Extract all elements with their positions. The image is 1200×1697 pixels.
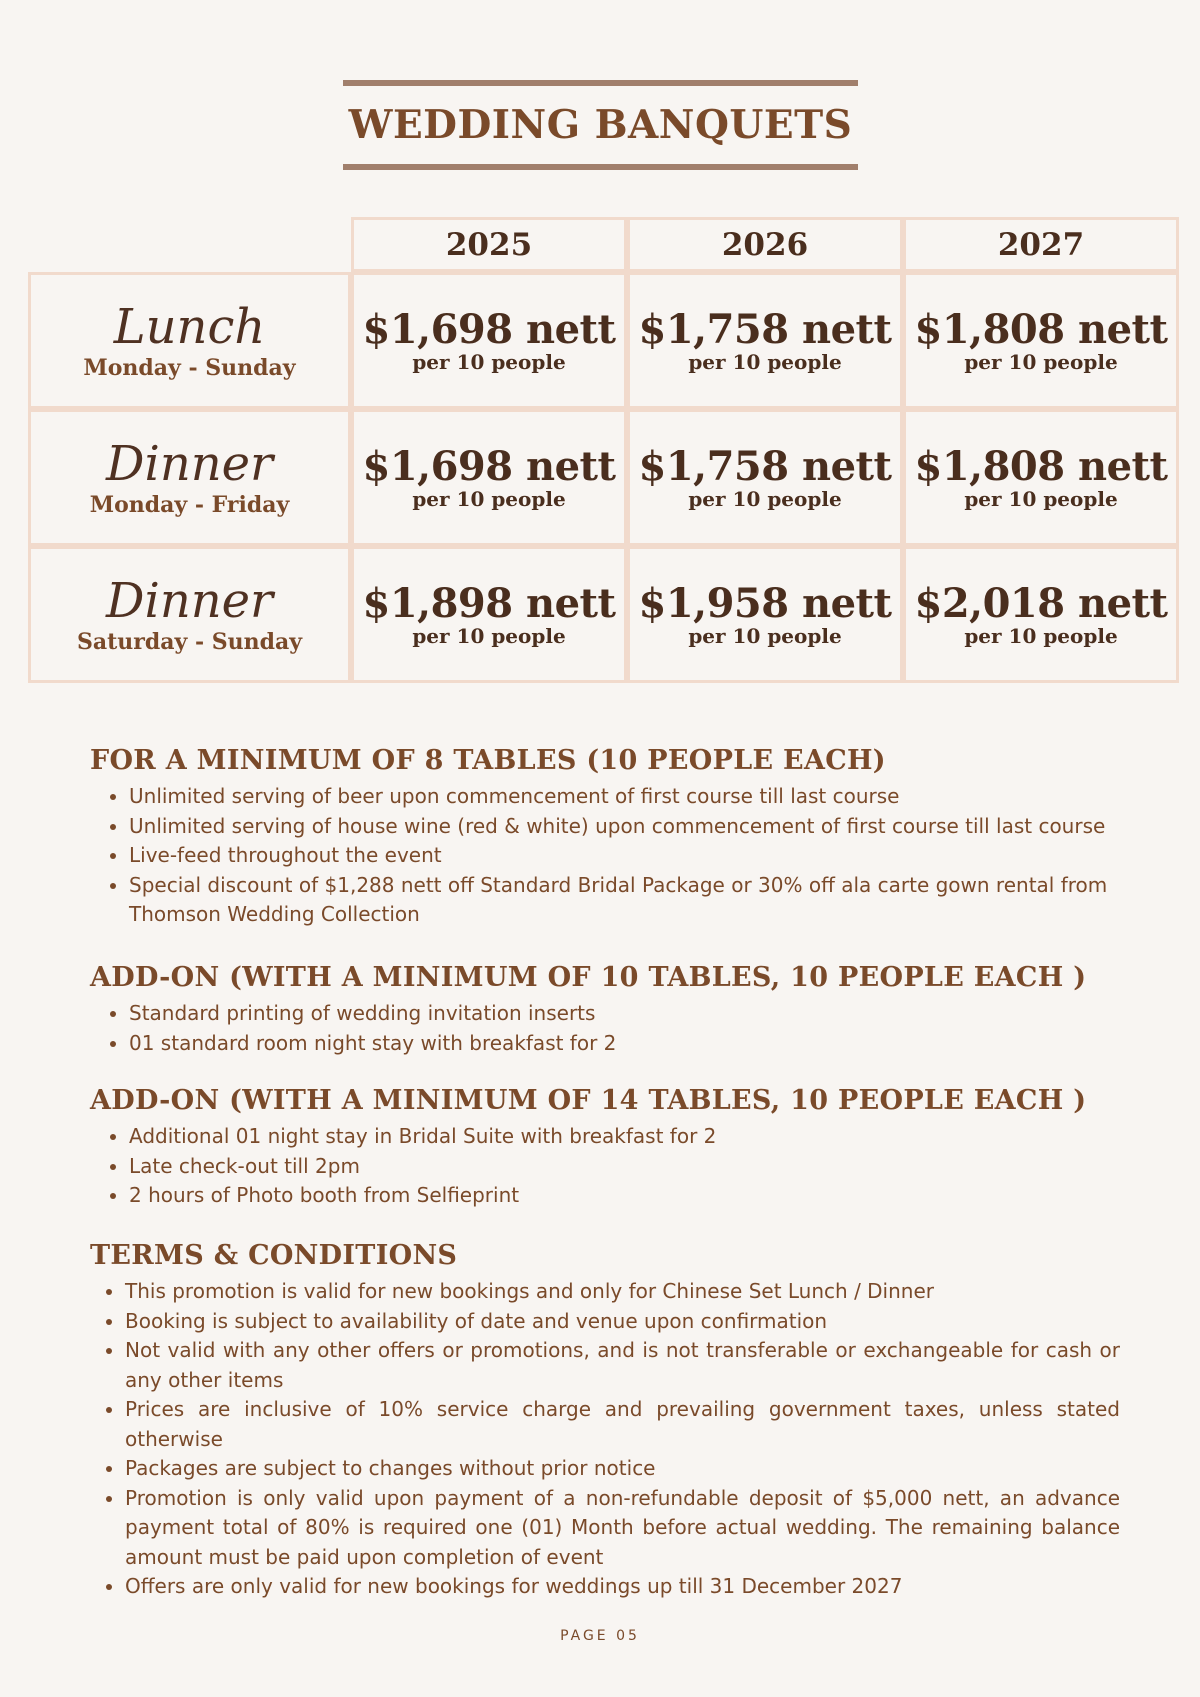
title-rule-bottom [343, 164, 858, 170]
price-unit: per 10 people [964, 349, 1118, 374]
price-unit: per 10 people [412, 349, 566, 374]
days-label: Monday - Friday [89, 491, 290, 518]
list-item: • Unlimited serving of house wine (red & white) upon commencement of first course till last course [129, 812, 1120, 842]
price-amount: $1,758 nett [638, 305, 892, 353]
list-item: • Standard printing of wedding invitation inserts [129, 999, 1120, 1029]
price-amount: $1,698 nett [362, 442, 616, 490]
list-item: • Promotion is only valid upon payment of a non-refundable deposit of $5,000 nett, an advance payment total of 80% is required one (01) Month before actual wedding. The remaining balance amount must be paid upon completion of event [125, 1484, 1120, 1573]
price-cell [351, 409, 627, 546]
price-unit: per 10 people [412, 623, 566, 648]
list-item: • This promotion is valid for new bookings and only for Chinese Set Lunch / Dinner [125, 1277, 1120, 1307]
price-cell [351, 546, 627, 683]
list-item: • Packages are subject to changes without prior notice [125, 1454, 1120, 1484]
page-number: PAGE 05 [560, 1628, 640, 1644]
list-item: • Not valid with any other offers or promotions, and is not transferable or exchangeable for cash or any other items [125, 1336, 1120, 1395]
price-amount: $1,808 nett [914, 442, 1168, 490]
list-item: • Booking is subject to availability of date and venue upon confirmation [125, 1307, 1120, 1337]
bullet-list [90, 782, 1120, 930]
bullet-list [90, 1277, 1120, 1602]
price-unit: per 10 people [412, 486, 566, 511]
price-cell [351, 272, 627, 409]
section-heading: TERMS & CONDITIONS [90, 1240, 458, 1271]
price-amount: $1,808 nett [914, 305, 1168, 353]
price-unit: per 10 people [964, 623, 1118, 648]
price-amount: $1,898 nett [362, 579, 616, 627]
list-item: • Offers are only valid for new bookings for weddings up till 31 December 2027 [125, 1572, 1120, 1602]
bullet-list [90, 999, 1120, 1058]
price-unit: per 10 people [688, 349, 842, 374]
year-header: 2027 [903, 217, 1179, 272]
price-cell [903, 409, 1179, 546]
price-unit: per 10 people [964, 486, 1118, 511]
list-item: • Special discount of $1,288 nett off Standard Bridal Package or 30% off ala carte gown rental from Thomson Wedding Collection [129, 871, 1120, 930]
meal-label: Dinner [105, 572, 273, 629]
price-row-dinner-weekend [28, 546, 1179, 683]
meal-label: Lunch [113, 298, 266, 355]
meal-label: Dinner [105, 435, 273, 492]
row-label [28, 409, 351, 546]
list-item: • Unlimited serving of beer upon commencement of first course till last course [129, 782, 1120, 812]
bullet-list [90, 1122, 1120, 1211]
price-amount: $1,958 nett [638, 579, 892, 627]
section-add-on-10-tables [90, 961, 1120, 1058]
days-label: Saturday - Sunday [76, 628, 303, 655]
price-amount: $1,698 nett [362, 305, 616, 353]
price-amount: $1,758 nett [638, 442, 892, 490]
row-label [28, 272, 351, 409]
price-cell [627, 272, 903, 409]
section-add-on-14-tables [90, 1084, 1120, 1211]
page-title: WEDDING BANQUETS [348, 102, 853, 148]
price-cell [627, 546, 903, 683]
price-amount: $2,018 nett [914, 579, 1168, 627]
price-unit: per 10 people [688, 486, 842, 511]
list-item: • Additional 01 night stay in Bridal Suite with breakfast for 2 [129, 1122, 1120, 1152]
section-heading: FOR A MINIMUM OF 8 TABLES (10 PEOPLE EACH) [90, 745, 886, 776]
year-header: 2026 [627, 217, 903, 272]
title-block [343, 80, 858, 172]
list-item: • 2 hours of Photo booth from Selfieprint [129, 1181, 1120, 1211]
table-corner [28, 217, 351, 272]
section-terms-conditions [90, 1239, 1120, 1602]
price-row-lunch [28, 272, 1179, 409]
section-min-8-tables [90, 744, 1120, 930]
list-item: • Prices are inclusive of 10% service charge and prevailing government taxes, unless stated otherwise [125, 1395, 1120, 1454]
year-header: 2025 [351, 217, 627, 272]
list-item: • Live-feed throughout the event [129, 841, 1120, 871]
price-unit: per 10 people [688, 623, 842, 648]
days-label: Monday - Sunday [83, 354, 296, 381]
price-row-dinner-weekday [28, 409, 1179, 546]
section-heading: ADD-ON (WITH A MINIMUM OF 14 TABLES, 10 PEOPLE EACH ) [90, 1085, 1087, 1116]
pricing-table [28, 217, 1179, 683]
title-rule-top [343, 80, 858, 86]
year-header-row [28, 217, 1179, 272]
price-cell [903, 272, 1179, 409]
price-cell [903, 546, 1179, 683]
list-item: • Late check-out till 2pm [129, 1152, 1120, 1182]
row-label [28, 546, 351, 683]
price-cell [627, 409, 903, 546]
list-item: • 01 standard room night stay with breakfast for 2 [129, 1029, 1120, 1059]
section-heading: ADD-ON (WITH A MINIMUM OF 10 TABLES, 10 PEOPLE EACH ) [90, 962, 1087, 993]
